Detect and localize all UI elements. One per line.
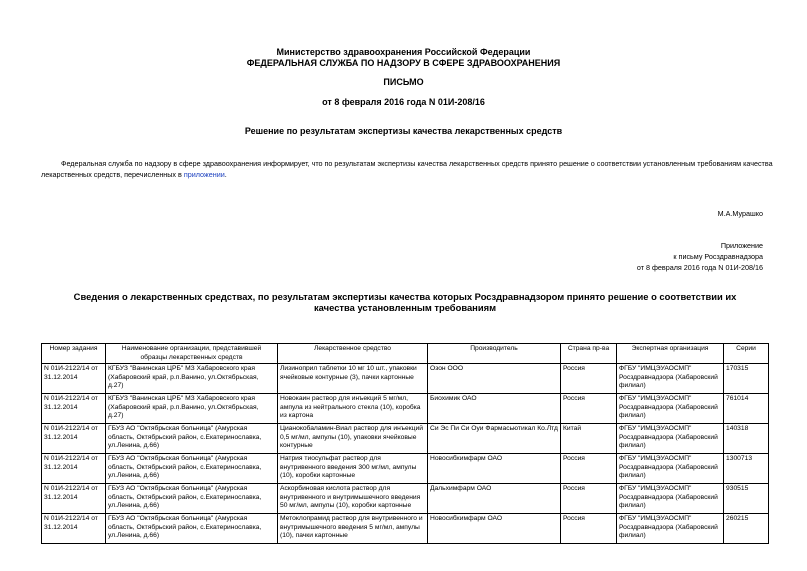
cell-series: 170315	[724, 364, 769, 394]
cell-country: Россия	[561, 364, 617, 394]
cell-country: Россия	[561, 394, 617, 424]
appendix-link[interactable]: приложении	[183, 170, 225, 179]
table-row	[42, 424, 769, 454]
cell-manufacturer: Озон ООО	[428, 364, 561, 394]
cell-number: N 01И-2122/14 от 31.12.2014	[42, 484, 106, 514]
signature: М.А.Мурашко	[717, 209, 763, 218]
cell-expert: ФГБУ "ИМЦЭУАОСМП" Росздравнадзора (Хабаровский филиал)	[617, 514, 724, 544]
doc-date: от 8 февраля 2016 года N 01И-208/16	[322, 97, 485, 107]
table-row	[42, 484, 769, 514]
cell-organization: ГБУЗ АО "Октябрьская больница" (Амурская область, Октябрьский район, с.Екатеринославка, ул.Ленина, д.66)	[106, 454, 278, 484]
cell-country: Россия	[561, 454, 617, 484]
cell-drug: Лизиноприл таблетки 10 мг 10 шт., упаковки ячейковые контурные (3), пачки картонные	[278, 364, 428, 394]
cell-expert: ФГБУ "ИМЦЭУАОСМП" Росздравнадзора (Хабаровский филиал)	[617, 364, 724, 394]
cell-drug: Натрия тиосульфат раствор для внутривенного введения 300 мг/мл, ампулы (10), коробки картонные	[278, 454, 428, 484]
cell-drug: Метоклопрамид раствор для внутривенного и внутримышечного введения 5 мг/мл, ампулы (10), пачки картонные	[278, 514, 428, 544]
col-expert: Экспертная организация	[617, 344, 724, 364]
cell-organization: ГБУЗ АО "Октябрьская больница" (Амурская область, Октябрьский район, с.Екатеринославка, ул.Ленина, д.66)	[106, 484, 278, 514]
doc-subject: Решение по результатам экспертизы качества лекарственных средств	[244, 126, 563, 136]
cell-organization: КГБУЗ "Ванинская ЦРБ" МЗ Хабаровского края (Хабаровский край, р.п.Ванино, ул.Октябрьская, д.27)	[106, 394, 278, 424]
col-number: Номер задания	[42, 344, 106, 364]
appendix-title: Сведения о лекарственных средствах, по результатам экспертизы качества которых Росздравнадзором принято решение о соответствии их качества установленным требованиям	[73, 291, 737, 313]
col-manufacturer: Производитель	[428, 344, 561, 364]
cell-manufacturer: Биохимик ОАО	[428, 394, 561, 424]
col-series: Серии	[724, 344, 769, 364]
appendix-line-3: от 8 февраля 2016 года N 01И-208/16	[636, 263, 763, 272]
cell-manufacturer: Новосибхимфарм ОАО	[428, 454, 561, 484]
col-drug: Лекарственное средство	[278, 344, 428, 364]
appendix-line-1: Приложение	[720, 241, 763, 250]
cell-organization: ГБУЗ АО "Октябрьская больница" (Амурская область, Октябрьский район, с.Екатеринославка, ул.Ленина, д.66)	[106, 514, 278, 544]
table-row	[42, 514, 769, 544]
service-title: ФЕДЕРАЛЬНАЯ СЛУЖБА ПО НАДЗОРУ В СФЕРЕ ЗДРАВООХРАНЕНИЯ	[246, 58, 561, 68]
cell-country: Россия	[561, 484, 617, 514]
col-country: Страна пр-ва	[561, 344, 617, 364]
cell-organization: ГБУЗ АО "Октябрьская больница" (Амурская область, Октябрьский район, с.Екатеринославка, ул.Ленина, д.66)	[106, 424, 278, 454]
cell-manufacturer: Си Эс Пи Си Оуи Фармасьютикал Ко.Лтд	[428, 424, 561, 454]
cell-series: 260215	[724, 514, 769, 544]
cell-expert: ФГБУ "ИМЦЭУАОСМП" Росздравнадзора (Хабаровский филиал)	[617, 394, 724, 424]
table-row	[42, 394, 769, 424]
cell-number: N 01И-2122/14 от 31.12.2014	[42, 454, 106, 484]
table-row	[42, 364, 769, 394]
cell-expert: ФГБУ "ИМЦЭУАОСМП" Росздравнадзора (Хабаровский филиал)	[617, 424, 724, 454]
cell-drug: Цианокобаламин-Виал раствор для инъекций 0,5 мг/мл, ампулы (10), упаковки ячейковые контурные	[278, 424, 428, 454]
cell-number: N 01И-2122/14 от 31.12.2014	[42, 424, 106, 454]
cell-country: Россия	[561, 514, 617, 544]
intro-end: .	[224, 170, 227, 179]
col-organization: Наименование организации, представившей образцы лекарственных средств	[106, 344, 278, 364]
intro-paragraph	[41, 158, 781, 180]
ministry-title: Министерство здравоохранения Российской Федерации	[276, 47, 531, 57]
cell-drug: Новокаин раствор для инъекций 5 мг/мл, ампула из нейтрального стекла (10), коробка из картона	[278, 394, 428, 424]
drugs-table	[41, 343, 769, 544]
cell-series: 140318	[724, 424, 769, 454]
cell-country: Китай	[561, 424, 617, 454]
appendix-line-2: к письму Росздравнадзора	[673, 252, 763, 261]
cell-series: 761014	[724, 394, 769, 424]
cell-number: N 01И-2122/14 от 31.12.2014	[42, 394, 106, 424]
table-row	[42, 454, 769, 484]
cell-manufacturer: Дальхимфарм ОАО	[428, 484, 561, 514]
cell-number: N 01И-2122/14 от 31.12.2014	[42, 514, 106, 544]
cell-series: 930515	[724, 484, 769, 514]
cell-expert: ФГБУ "ИМЦЭУАОСМП" Росздравнадзора (Хабаровский филиал)	[617, 454, 724, 484]
doc-type: ПИСЬМО	[383, 77, 424, 87]
table-header-row	[42, 344, 769, 364]
cell-organization: КГБУЗ "Ванинская ЦРБ" МЗ Хабаровского края (Хабаровский край, р.п.Ванино, ул.Октябрьская, д.27)	[106, 364, 278, 394]
cell-series: 1300713	[724, 454, 769, 484]
cell-manufacturer: Новосибхимфарм ОАО	[428, 514, 561, 544]
cell-number: N 01И-2122/14 от 31.12.2014	[42, 364, 106, 394]
cell-drug: Аскорбиновая кислота раствор для внутривенного и внутримышечного введения 50 мг/мл, ампулы (10), коробки картонные	[278, 484, 428, 514]
intro-text: Федеральная служба по надзору в сфере здравоохранения информирует, что по результатам экспертизы качества лекарственных средств принято решение о соответствии установленным требованиям качества лекарственных средств, перечисленных в	[41, 159, 773, 179]
cell-expert: ФГБУ "ИМЦЭУАОСМП" Росздравнадзора (Хабаровский филиал)	[617, 484, 724, 514]
